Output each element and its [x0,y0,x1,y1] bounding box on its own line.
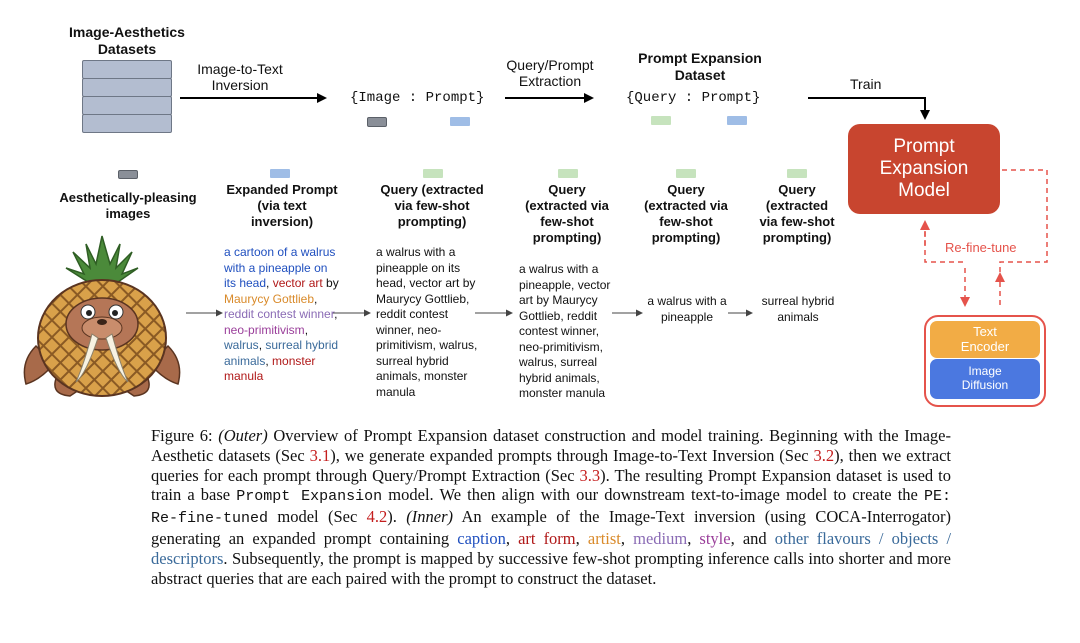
col1-title: Aesthetically-pleasing images [59,190,197,221]
col1-chip [118,170,138,179]
inversion-label: Image-to-Text Inversion [197,61,283,93]
col2-chip [270,169,290,178]
query-text-col6: surreal hybrid animals [761,294,835,324]
query-text-col5: a walrus with a pineapple [647,294,727,324]
walrus-pineapple-illustration [18,234,186,398]
ref-sec-3-1[interactable]: 3.1 [309,445,331,465]
query-prompt-pair: {Query : Prompt} [626,90,761,106]
ref-sec-4-2[interactable]: 4.2 [366,507,388,527]
col6-title: Query (extracted via few-shot prompting) [759,182,835,245]
figure-caption: Figure 6: (Outer) Overview of Prompt Expansion dataset construction and model training. Beginning with the Image-Aesthetic datasets (Sec 3.1), we generate expanded prompts through Image-to-Text Inversion (Sec 3.2), then we extract queries for each prompt through Query/Prompt Extraction (Sec 3.3). The resulting Prompt Expansion dataset is used to train a base Prompt Expansion model. We then align with our downstream text-to-image model to create the PE: Re-fine-tuned model (Sec 4.2). (Inner) An example of the Image-Text inversion (using COCA-Interrogator) generating an expanded prompt containing caption, art form, artist, medium, style, and other flavours / objects / descriptors. Subsequently, the prompt is mapped by successive few-shot prompting inference calls into shorter and more abstract queries that are each paired with the prompt to construct the dataset. [151,426,952,588]
col5-chip [676,169,696,178]
text-encoder-box: Text Encoder [930,321,1040,358]
ref-sec-3-3[interactable]: 3.3 [579,465,601,485]
image-diffusion-box: Image Diffusion [930,359,1040,399]
refine-loop-left [925,232,965,262]
image-prompt-pair: {Image : Prompt} [350,90,485,106]
ref-sec-3-2[interactable]: 3.2 [813,445,835,465]
query-text-col3: a walrus with a pineapple on its head, vector art by Maurycy Gottlieb, reddit contest winner, neo-primitivism, walrus, surreal hybrid animals, monster manula [376,245,478,399]
train-label: Train [850,76,882,92]
col4-chip [558,169,578,178]
prompt-expansion-model-box: Prompt Expansion Model [848,124,1000,214]
col6-chip [787,169,807,178]
col5-title: Query (extracted via few-shot prompting) [644,182,728,245]
arrow-train [808,98,925,118]
refinetune-label: Re-fine-tune [945,240,1017,255]
col4-title: Query (extracted via few-shot prompting) [525,182,609,245]
extraction-label: Query/Prompt Extraction [506,57,594,89]
query-text-col4: a walrus with a pineapple, vector art by Maurycy Gottlieb, reddit contest winner, neo-primitivism, walrus, surreal hybrid animals, monster manula [519,262,611,400]
col3-title: Query (extracted via few-shot prompting) [380,182,484,229]
refine-loop-right [1000,170,1047,275]
datasets-title: Image-Aesthetics Datasets [69,24,185,57]
col3-chip [423,169,443,178]
col2-title: Expanded Prompt (via text inversion) [226,182,338,229]
pe-dataset-title: Prompt Expansion Dataset [638,50,762,83]
expanded-prompt-text: a cartoon of a walrus with a pineapple on its head, vector art by Maurycy Gottlieb, reddit contest winner, neo-primitivism, walrus, surreal hybrid animals, monster manula [224,245,339,383]
